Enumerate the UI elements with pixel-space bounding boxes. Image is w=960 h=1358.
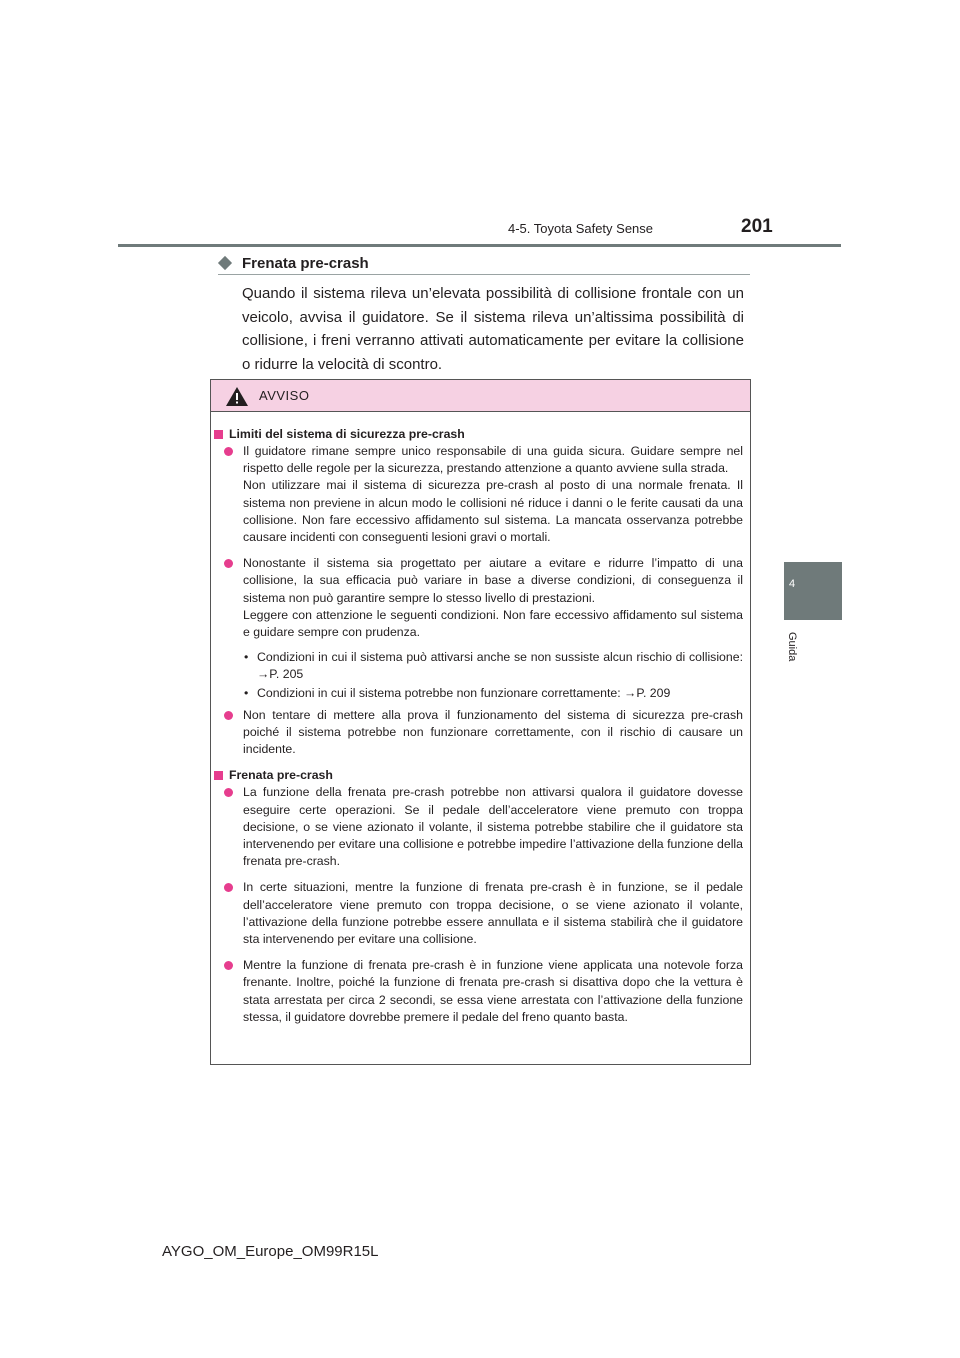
- warning-paragraph: Non tentare di mettere alla prova il funzionamento del sistema di sicurezza pre-crash poiché il sistema potrebbe non funzionare correttamente, con il rischio di causare un incidente.: [243, 707, 743, 757]
- circle-bullet-icon: [224, 788, 233, 797]
- warning-paragraph: La funzione della frenata pre-crash potrebbe non attivarsi qualora il guidatore dovesse eseguire certe operazioni. Se il pedale dell’acceleratore viene premuto con troppa decisione, o se viene azionato il volante, il sistema potrebbe stabilire che il guidatore sta intervenendo per evitare una collisione e potrebbe impedire l’attivazione della funzione della frenata pre-crash.: [243, 785, 743, 869]
- circle-bullet-icon: [224, 559, 233, 568]
- warning-item: [243, 707, 743, 759]
- header-rule: [118, 244, 841, 247]
- warning-body: [211, 426, 750, 1035]
- bullet-icon: •: [244, 685, 249, 700]
- warning-paragraph: In certe situazioni, mentre la funzione di frenata pre-crash è in funzione, se il pedale dell’acceleratore viene premuto con troppa decisione, o se viene azionato il volante, l’attivazione della funzione potrebbe essere annullata e il sistema stabilirà che il guidatore sta intervenendo per evitare una collisione.: [243, 880, 743, 947]
- warning-paragraph: Non utilizzare mai il sistema di sicurezza pre-crash al posto di una normale frenata. Il sistema non previene in alcun modo le collisioni né riduce i danni o le ferite causati da una collisione. Non fare eccessivo affidamento sul sistema. La mancata osservanza potrebbe causare incidenti con conseguenti lesioni gravi o mortali.: [243, 478, 743, 545]
- section-heading: [218, 252, 750, 275]
- warning-item: [243, 957, 743, 1026]
- circle-bullet-icon: [224, 711, 233, 720]
- chapter-number: 4: [789, 578, 796, 590]
- footer-code: AYGO_OM_Europe_OM99R15L: [162, 1243, 379, 1260]
- circle-bullet-icon: [224, 447, 233, 456]
- warning-box: [210, 379, 751, 1065]
- warning-paragraph: Nonostante il sistema sia progettato per aiutare a evitare e ridurre l’impatto di una collisione, la sua efficacia può variare in base a diverse condizioni, di conseguenza il sistema non può garantire sempre lo stesso livello di prestazioni.: [243, 556, 743, 605]
- warning-triangle-icon: [226, 387, 248, 406]
- warning-header: [211, 380, 750, 412]
- condition-text: Condizioni in cui il sistema potrebbe non funzionare correttamente: →P. 209: [257, 685, 671, 700]
- warning-title: AVVISO: [259, 388, 310, 403]
- warning-item: [243, 879, 743, 948]
- header-section-title: 4-5. Toyota Safety Sense: [508, 221, 654, 236]
- chapter-label: Guida: [786, 632, 798, 662]
- warning-group: [211, 426, 750, 758]
- warning-paragraph: Il guidatore rimane sempre unico responsabile di una guida sicura. Guidare sempre nel rispetto delle regole per la sicurezza, prestando attenzione a quanto avviene sulla strada.: [243, 444, 743, 476]
- warning-group-title: Limiti del sistema di sicurezza pre-crash: [229, 427, 465, 441]
- section-title: Frenata pre-crash: [242, 255, 369, 272]
- warning-item: [243, 443, 743, 546]
- warning-paragraph: Leggere con attenzione le seguenti condizioni. Non fare eccessivo affidamento sul sistema e guidare sempre con prudenza.: [243, 607, 743, 640]
- circle-bullet-icon: [224, 883, 233, 892]
- warning-group-title: Frenata pre-crash: [229, 768, 333, 783]
- warning-item: [243, 555, 743, 702]
- circle-bullet-icon: [224, 961, 233, 970]
- chapter-tab[interactable]: [784, 562, 842, 620]
- warning-group: [211, 767, 750, 1026]
- condition-text: Condizioni in cui il sistema può attivarsi anche se non sussiste alcun rischio di collisione: →P. 205: [257, 650, 743, 682]
- warning-paragraph: Mentre la funzione di frenata pre-crash è in funzione viene applicata una notevole forza frenante. Inoltre, poiché la funzione di frenata pre-crash si disattiva dopo che la vettura è stata arrestata per circa 2 secondi, se essa viene arrestata con l’attivazione della funzione stessa, il guidatore dovrebbe premere il pedale del freno quanto basta.: [243, 958, 743, 1024]
- diamond-icon: [218, 256, 232, 270]
- bullet-icon: •: [244, 650, 249, 665]
- section-intro: Quando il sistema rileva un’elevata possibilità di collisione frontale con un veicolo, avvisa il guidatore. Se il sistema rileva un’altissima possibilità di collisione, i freni verranno attivati automaticamente per evitare la collisione o ridurre la velocità di scontro.: [242, 285, 744, 373]
- condition-reference[interactable]: [243, 685, 743, 702]
- square-bullet-icon: [214, 430, 223, 439]
- warning-item: [243, 784, 743, 870]
- condition-reference[interactable]: [243, 649, 743, 683]
- square-bullet-icon: [214, 771, 223, 780]
- page-number: 201: [741, 216, 773, 237]
